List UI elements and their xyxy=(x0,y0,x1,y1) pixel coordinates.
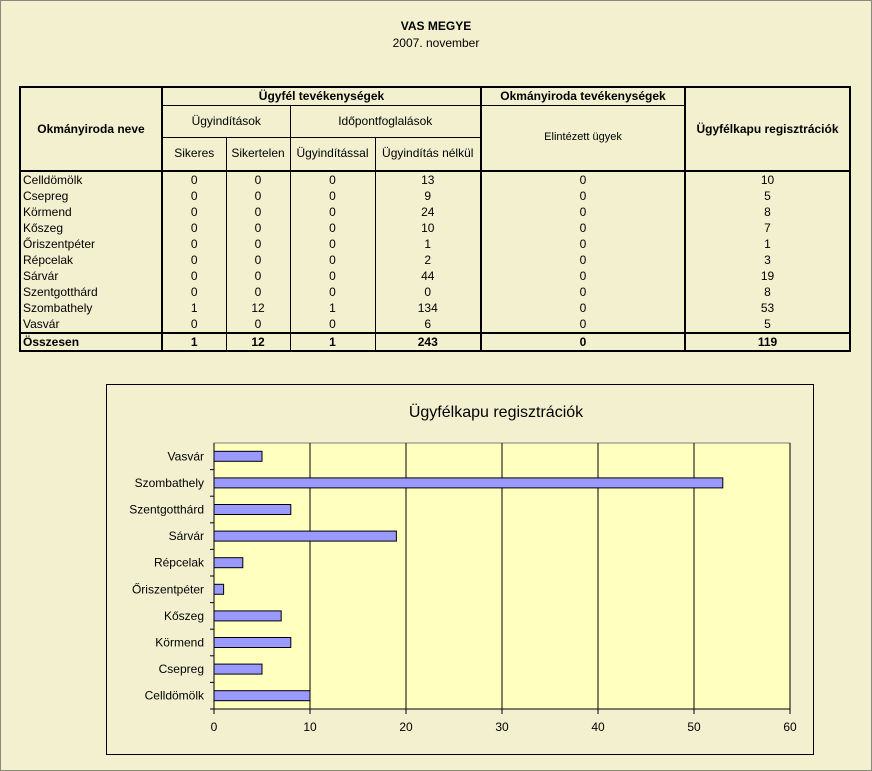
value-cell: 3 xyxy=(685,252,850,268)
value-cell: 6 xyxy=(375,316,481,333)
table-row xyxy=(20,316,850,333)
bar xyxy=(214,611,281,621)
value-cell: 0 xyxy=(162,171,226,188)
bar xyxy=(214,505,291,515)
value-cell: 0 xyxy=(481,252,685,268)
office-name-cell: Őriszentpéter xyxy=(20,236,162,252)
x-tick-label: 50 xyxy=(687,720,701,734)
value-cell: 0 xyxy=(162,204,226,220)
table-row xyxy=(20,284,850,300)
table-row xyxy=(20,220,850,236)
value-cell: 0 xyxy=(481,284,685,300)
value-cell: 13 xyxy=(375,171,481,188)
value-cell: 7 xyxy=(685,220,850,236)
value-cell: 0 xyxy=(481,300,685,316)
value-cell: 0 xyxy=(290,316,375,333)
statistics-table xyxy=(19,86,851,352)
header-client-activities: Ügyfél tevékenységek xyxy=(162,87,481,105)
table-body xyxy=(20,171,850,351)
value-cell: 0 xyxy=(226,284,290,300)
value-cell: 0 xyxy=(290,220,375,236)
value-cell: 0 xyxy=(162,236,226,252)
category-label: Répcelak xyxy=(153,555,204,570)
table-row xyxy=(20,236,850,252)
value-cell: 0 xyxy=(162,268,226,284)
bar xyxy=(214,451,262,461)
value-cell: 44 xyxy=(375,268,481,284)
chart-area xyxy=(106,384,814,755)
value-cell: 1 xyxy=(290,300,375,316)
x-tick-label: 40 xyxy=(591,720,605,734)
bar xyxy=(214,531,396,541)
value-cell: 0 xyxy=(290,284,375,300)
total-value-cell: 12 xyxy=(226,333,290,351)
x-tick-label: 20 xyxy=(399,720,413,734)
value-cell: 1 xyxy=(375,236,481,252)
value-cell: 53 xyxy=(685,300,850,316)
total-row xyxy=(20,333,850,351)
value-cell: 0 xyxy=(162,284,226,300)
x-tick-label: 0 xyxy=(210,720,218,734)
header-unsuccessful: Sikertelen xyxy=(226,137,290,171)
value-cell: 0 xyxy=(290,188,375,204)
header-case-starts: Ügyindítások xyxy=(162,105,290,137)
category-label: Körmend xyxy=(155,635,204,650)
value-cell: 134 xyxy=(375,300,481,316)
table-row xyxy=(20,188,850,204)
office-name-cell: Szombathely xyxy=(20,300,162,316)
chart-title: Ügyfélkapu regisztrációk xyxy=(408,404,584,421)
value-cell: 24 xyxy=(375,204,481,220)
header-successful: Sikeres xyxy=(162,137,226,171)
value-cell: 8 xyxy=(685,284,850,300)
header-completed-cases: Elintézett ügyek xyxy=(481,105,685,171)
value-cell: 0 xyxy=(481,204,685,220)
value-cell: 10 xyxy=(375,220,481,236)
category-label: Sárvár xyxy=(168,529,204,544)
x-tick-label: 60 xyxy=(783,720,797,734)
value-cell: 0 xyxy=(226,188,290,204)
value-cell: 19 xyxy=(685,268,850,284)
value-cell: 0 xyxy=(481,188,685,204)
office-name-cell: Körmend xyxy=(20,204,162,220)
value-cell: 0 xyxy=(226,236,290,252)
table-row xyxy=(20,268,850,284)
value-cell: 0 xyxy=(162,252,226,268)
value-cell: 0 xyxy=(481,316,685,333)
office-name-cell: Celldömölk xyxy=(20,171,162,188)
category-label: Szombathely xyxy=(134,475,204,490)
value-cell: 2 xyxy=(375,252,481,268)
category-label: Kőszeg xyxy=(163,608,204,623)
bar xyxy=(214,558,243,568)
header-portal-registrations: Ügyfélkapu regisztrációk xyxy=(685,87,850,171)
value-cell: 0 xyxy=(481,171,685,188)
bar xyxy=(214,664,262,674)
value-cell: 0 xyxy=(226,204,290,220)
total-value-cell: 0 xyxy=(481,333,685,351)
header-office-name: Okmányiroda neve xyxy=(20,87,162,171)
registrations-chart xyxy=(107,385,813,754)
value-cell: 0 xyxy=(290,268,375,284)
header-with-case-start: Ügyindítással xyxy=(290,137,375,171)
office-name-cell: Kőszeg xyxy=(20,220,162,236)
value-cell: 5 xyxy=(685,316,850,333)
office-name-cell: Vasvár xyxy=(20,316,162,333)
category-label: Csepreg xyxy=(158,662,204,677)
value-cell: 0 xyxy=(481,236,685,252)
bar xyxy=(214,478,723,488)
value-cell: 10 xyxy=(685,171,850,188)
report-title: VAS MEGYE xyxy=(400,19,472,33)
header-office-activities: Okmányiroda tevékenységek xyxy=(481,87,685,105)
value-cell: 0 xyxy=(226,268,290,284)
category-label: Szentgotthárd xyxy=(129,502,204,517)
value-cell: 0 xyxy=(162,188,226,204)
value-cell: 9 xyxy=(375,188,481,204)
table-row xyxy=(20,204,850,220)
x-tick-label: 10 xyxy=(303,720,317,734)
value-cell: 0 xyxy=(290,236,375,252)
value-cell: 8 xyxy=(685,204,850,220)
category-label: Celldömölk xyxy=(144,688,204,703)
value-cell: 12 xyxy=(226,300,290,316)
value-cell: 0 xyxy=(226,220,290,236)
total-label-cell: Összesen xyxy=(20,333,162,351)
header-without-case-start: Ügyindítás nélkül xyxy=(375,137,481,171)
value-cell: 5 xyxy=(685,188,850,204)
table-row xyxy=(20,252,850,268)
bar xyxy=(214,691,310,701)
total-value-cell: 243 xyxy=(375,333,481,351)
value-cell: 0 xyxy=(481,220,685,236)
bar xyxy=(214,584,224,594)
category-label: Vasvár xyxy=(167,449,204,464)
value-cell: 0 xyxy=(226,252,290,268)
total-value-cell: 1 xyxy=(290,333,375,351)
value-cell: 1 xyxy=(162,300,226,316)
report-subtitle: 2007. november xyxy=(392,36,480,50)
value-cell: 0 xyxy=(226,316,290,333)
table-row xyxy=(20,171,850,188)
office-name-cell: Szentgotthárd xyxy=(20,284,162,300)
office-name-cell: Csepreg xyxy=(20,188,162,204)
total-value-cell: 119 xyxy=(685,333,850,351)
value-cell: 0 xyxy=(375,284,481,300)
office-name-cell: Répcelak xyxy=(20,252,162,268)
bar xyxy=(214,638,291,648)
value-cell: 0 xyxy=(290,171,375,188)
table-row xyxy=(20,300,850,316)
value-cell: 0 xyxy=(290,204,375,220)
value-cell: 0 xyxy=(226,171,290,188)
x-tick-label: 30 xyxy=(495,720,509,734)
total-value-cell: 1 xyxy=(162,333,226,351)
value-cell: 1 xyxy=(685,236,850,252)
value-cell: 0 xyxy=(162,316,226,333)
office-name-cell: Sárvár xyxy=(20,268,162,284)
value-cell: 0 xyxy=(290,252,375,268)
category-label: Őriszentpéter xyxy=(131,582,204,597)
value-cell: 0 xyxy=(481,268,685,284)
header-appointments: Időpontfoglalások xyxy=(290,105,481,137)
value-cell: 0 xyxy=(162,220,226,236)
